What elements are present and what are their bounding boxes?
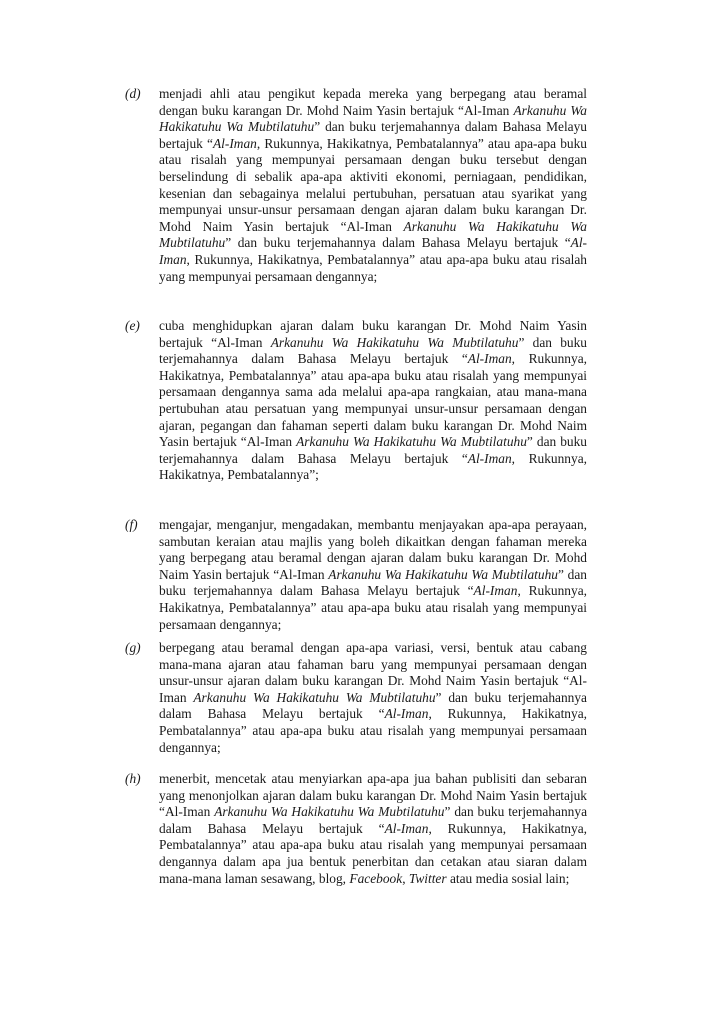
clause-text: menjadi ahli atau pengikut kepada mereka yang berpegang atau beramal dengan buku karangan Dr. Mohd Naim Yasin bertajuk “Al-Iman [159,86,587,118]
clause-h [125,771,587,887]
italic-text: Al-Iman [212,135,257,151]
italic-text: Arkanuhu Wa Hakikatuhu Wa Mubtilatuhu [159,102,587,135]
italic-text: Al-Iman [384,706,429,722]
italic-text: Arkanuhu Wa Hakikatuhu Wa Mubtilatuhu [296,434,527,450]
clause-text: atau media sosial lain; [446,870,570,886]
italic-text: Arkanuhu Wa Hakikatuhu Wa Mubtilatuhu [159,218,587,251]
italic-text: Arkanuhu Wa Hakikatuhu Wa Mubtilatuhu [214,804,445,820]
clause-text: ” dan buku terjemahannya dalam Bahasa Melayu bertajuk “ [225,235,571,251]
clause-text: cuba menghidupkan ajaran dalam buku karangan Dr. Mohd Naim Yasin bertajuk “Al-Iman [159,318,587,350]
clause-letter: (g) [125,640,141,655]
clause-text: menerbit, mencetak atau menyiarkan apa-apa jua bahan publisiti dan sebaran yang menonjolkan ajaran dalam buku karangan Dr. Mohd Naim Yasin bertajuk “Al-Iman [159,771,587,820]
clause-text: , Rukunnya, Hakikatnya, Pembatalannya” atau apa-apa buku atau risalah yang mempunyai persamaan dengannya; [159,251,587,284]
clause-text: mengajar, menganjur, mengadakan, membantu menjayakan apa-apa perayaan, sambutan keraian atau majlis yang boleh dikaitkan dengan fahaman mereka yang berpegang atau beramal dengan ajaran dalam buku karangan Dr. Mohd Naim Yasin bertajuk “Al-Iman [159,517,587,582]
clause-letter: (d) [125,86,141,101]
clause-text: ” dan buku terjemahannya dalam Bahasa Melayu bertajuk “ [159,119,587,151]
clause-e [125,318,587,484]
clause-text: ” dan buku terjemahannya dalam Bahasa Melayu bertajuk “ [159,689,587,722]
italic-text: Arkanuhu Wa Hakikatuhu Wa Mubtilatuhu [193,689,436,705]
italic-text: Al-Iman [467,351,512,367]
clause-text: , Rukunnya, Hakikatnya, Pembatalannya”; [159,450,587,483]
clause-text: berpegang atau beramal dengan apa-apa variasi, versi, bentuk atau cabang mana-mana ajaran atau fahaman baru yang mempunyai persamaan dengan unsur-unsur ajaran dalam buku karangan Dr. Mohd Naim Yasin bertajuk “Al-Iman [159,640,587,705]
clause-d [125,86,587,285]
clause-text: , Rukunnya, Hakikatnya, Pembatalannya” atau apa-apa buku atau risalah yang mempunyai persamaan dengannya; [159,706,587,755]
clause-g [125,640,587,756]
clause-letter: (h) [125,771,141,786]
italic-text: Twitter [408,870,447,886]
italic-text: Al-Iman [467,450,512,466]
clause-text: ” dan buku terjemahannya dalam Bahasa Melayu bertajuk “ [159,804,588,836]
clause-body [159,86,587,285]
clause-text: , Rukunnya, Hakikatnya, Pembatalannya” atau apa-apa buku atau risalah yang mempunyai persamaan dengan buku tersebut dengan berselindung di sebalik apa-apa aktiviti ekonomi, perniagaan, pendidikan, kesenian dan sebagainya melalui pertubuhan, persatuan atau syarikat yang mempunyai unsur-unsur persamaan dengan ajaran dalam buku karangan Dr. Mohd Naim Yasin bertajuk “Al-Iman [159,135,587,234]
italic-text: Arkanuhu Wa Hakikatuhu Wa Mubtilatuhu [328,566,558,582]
clause-body [159,640,587,756]
italic-text: Facebook [349,870,403,886]
clause-text: ” dan buku terjemahannya dalam Bahasa Melayu bertajuk “ [159,434,588,466]
clause-body [159,318,587,484]
clause-f [125,517,587,633]
clause-letter: (f) [125,517,138,532]
clause-body [159,517,587,633]
clause-text: , Rukunnya, Hakikatnya, Pembatalannya” atau apa-apa buku atau risalah yang mempunyai persamaan dengannya; [159,583,587,632]
clause-text: , Rukunnya, Hakikatnya, Pembatalannya” atau apa-apa buku atau risalah yang mempunyai persamaan dengannya sama ada melalui apa-apa rangkaian, atau mana-mana pertubuhan atau persatuan yang mempunyai unsur-unsur persamaan dengan ajaran, pegangan dan fahaman seperti dalam buku karangan Dr. Mohd Naim Yasin bertajuk “Al-Iman [159,351,587,450]
italic-text: Arkanuhu Wa Hakikatuhu Wa Mubtilatuhu [270,334,519,350]
clause-text: ” dan buku terjemahannya dalam Bahasa Melayu bertajuk “ [159,334,588,367]
clause-text: ” dan buku terjemahannya dalam Bahasa Melayu bertajuk “ [159,566,587,599]
italic-text: Al-Iman [159,235,587,267]
clause-letter: (e) [125,318,140,333]
italic-text: Al-Iman [473,583,518,599]
clause-text: , [402,870,409,886]
italic-text: Al-Iman [384,820,429,836]
clause-text: , Rukunnya, Hakikatnya, Pembatalannya” atau apa-apa buku atau risalah yang mempunyai persamaan dengannya dalam apa jua bentuk penerbitan dan cetakan atau siaran dalam mana-mana laman sesawang, blog, [159,820,587,886]
clause-body [159,771,587,887]
